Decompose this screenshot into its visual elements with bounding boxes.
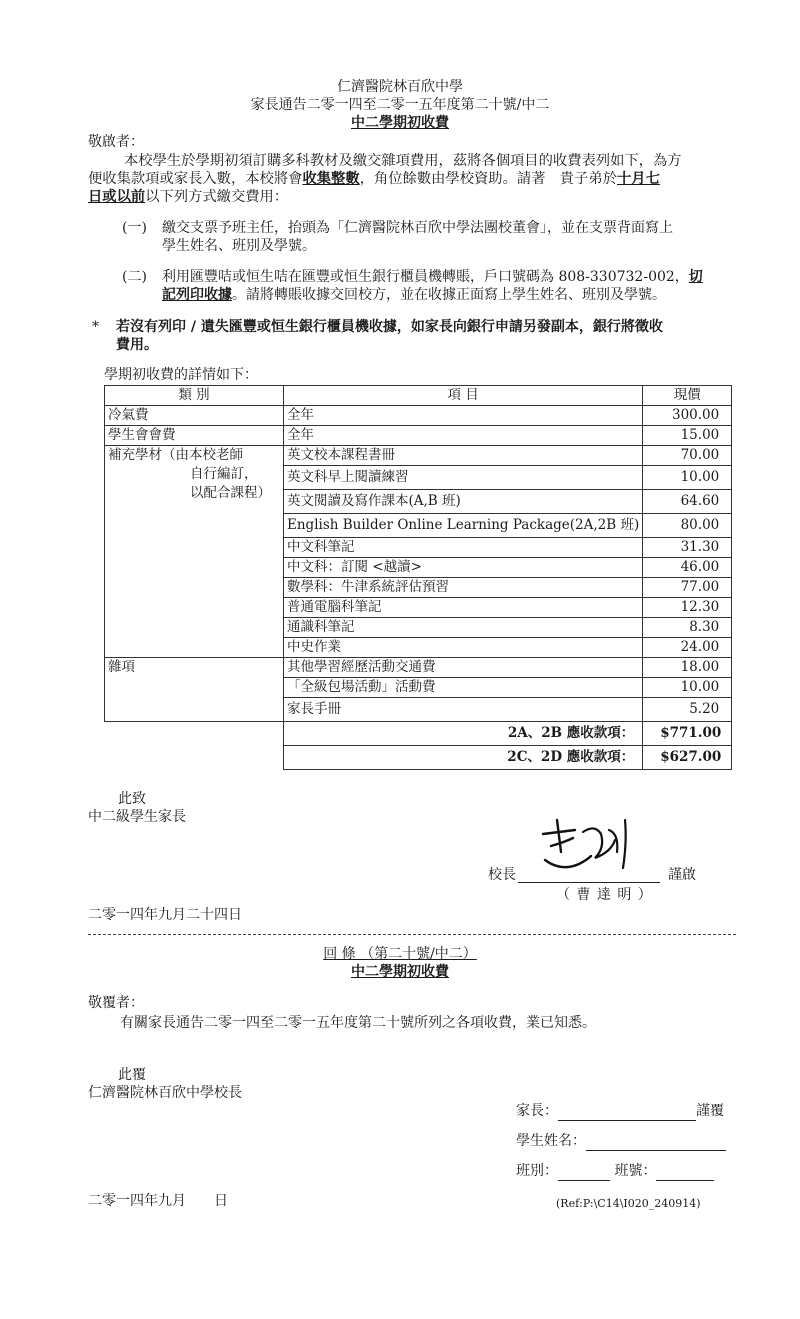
reference-code: (Ref:P:\C14\I020_240914) xyxy=(556,1197,701,1210)
price-cell: 18.00 xyxy=(643,658,732,678)
notice-number: 家長通告二零一四至二零一五年度第二十號/中二 xyxy=(250,97,550,113)
category-supp-line-3: 以配合課程） xyxy=(190,485,271,501)
price-cell: 77.00 xyxy=(643,578,732,598)
class-number-blank[interactable] xyxy=(656,1180,714,1181)
item-cell: 普通電腦科筆記 xyxy=(284,598,643,618)
item-cell: 家長手冊 xyxy=(284,698,643,722)
category-supp-line-2: 自行編訂， xyxy=(190,466,258,482)
intro-line-1: 本校學生於學期初須訂購多科教材及繳交雜項費用，茲將各個項目的收費表列如下，為方 xyxy=(124,153,682,169)
principal-respect: 謹啟 xyxy=(668,867,696,883)
reply-fu: 此覆 xyxy=(118,1067,146,1083)
table-row xyxy=(105,406,732,426)
item-cell: 中文科筆記 xyxy=(284,538,643,558)
category-supp-line-1: 補充學材（由本校老師 xyxy=(108,447,243,463)
category-cell: 冷氣費 xyxy=(105,406,284,426)
intro-line-2: 便收集款項或家長入數，本校將會收集整數，角位餘數由學校資助。請著 貴子弟於十月七 xyxy=(88,171,660,187)
item-cell: 全年 xyxy=(284,406,643,426)
notice-subject: 中二學期初收費 xyxy=(351,115,449,131)
header-category: 類 別 xyxy=(105,386,284,406)
method-2-line-1: 利用匯豐咭或恒生咭在匯豐或恒生銀行櫃員機轉賬，戶口號碼為 808-330732-002，切 xyxy=(162,269,703,285)
total-label: 2C、2D 應收款項： xyxy=(284,746,643,770)
note-line-1: 若沒有列印 / 遺失匯豐或恒生銀行櫃員機收據，如家長向銀行申請另發副本，銀行將徵收 xyxy=(116,319,663,335)
item-cell: 其他學習經歷活動交通費 xyxy=(284,658,643,678)
price-cell: 64.60 xyxy=(643,490,732,514)
student-name-label: 學生姓名： xyxy=(516,1133,586,1149)
price-cell: 15.00 xyxy=(643,426,732,446)
parent-blank[interactable] xyxy=(558,1120,696,1121)
method-1-line-2: 學生姓名、班別及學號。 xyxy=(162,238,316,254)
table-header-row xyxy=(105,386,732,406)
method-2-number: (二) xyxy=(122,269,147,285)
price-cell: 12.30 xyxy=(643,598,732,618)
note-line-2: 費用。 xyxy=(116,337,158,353)
header-item: 項 目 xyxy=(284,386,643,406)
signature-line xyxy=(518,882,660,883)
class-field[interactable] xyxy=(516,1162,714,1181)
parent-signature-field[interactable] xyxy=(516,1102,724,1121)
reply-body: 有關家長通告二零一四至二零一五年度第二十號所列之各項收費，業已知悉。 xyxy=(120,1015,596,1031)
item-cell: 中文科：訂閱 <越讀> xyxy=(284,558,643,578)
table-row xyxy=(105,446,732,466)
item-cell: 數學科：牛津系統評估預習 xyxy=(284,578,643,598)
price-cell: 24.00 xyxy=(643,638,732,658)
price-cell: 300.00 xyxy=(643,406,732,426)
total-label: 2A、2B 應收款項： xyxy=(284,722,643,746)
price-cell: 70.00 xyxy=(643,446,732,466)
total-row xyxy=(105,746,732,770)
price-cell: 31.30 xyxy=(643,538,732,558)
method-1-number: (一) xyxy=(122,220,147,236)
reply-subject: 中二學期初收費 xyxy=(351,964,449,980)
category-cell: 學生會會費 xyxy=(105,426,284,446)
salutation: 敬啟者： xyxy=(88,134,144,150)
item-cell: 全年 xyxy=(284,426,643,446)
total-row xyxy=(105,722,732,746)
parent-respect: 謹覆 xyxy=(696,1103,724,1119)
price-cell: 5.20 xyxy=(643,698,732,722)
table-row xyxy=(105,658,732,678)
price-cell: 10.00 xyxy=(643,678,732,698)
header-price: 現價 xyxy=(643,386,732,406)
item-cell: 中史作業 xyxy=(284,638,643,658)
category-cell: 雜項 xyxy=(105,658,284,722)
category-cell xyxy=(105,446,284,658)
school-name: 仁濟醫院林百欣中學 xyxy=(337,79,463,95)
principal-label: 校長 xyxy=(488,867,516,883)
closing-zhi: 此致 xyxy=(118,791,146,807)
item-cell: 英文科早上閱讀練習 xyxy=(284,466,643,490)
closing-recipient: 中二級學生家長 xyxy=(88,809,186,825)
table-row xyxy=(105,426,732,446)
intro-line-3: 日或以前以下列方式繳交費用： xyxy=(88,189,289,205)
reply-title: 回 條 （第二十號/中二） xyxy=(323,946,477,962)
class-number-label: 班號： xyxy=(614,1163,657,1179)
principal-signature xyxy=(535,812,665,882)
price-cell: 46.00 xyxy=(643,558,732,578)
method-2-line-2: 記列印收據。請將轉賬收據交回校方，並在收據正面寫上學生姓名、班別及學號。 xyxy=(162,287,666,303)
item-cell: English Builder Online Learning Package(2A,2B 班) xyxy=(284,514,643,538)
fee-table xyxy=(104,385,732,770)
note-star: * xyxy=(92,319,99,335)
parent-label: 家長： xyxy=(516,1103,558,1119)
item-cell: 「全級包場活動」活動費 xyxy=(284,678,643,698)
reply-date: 二零一四年九月 日 xyxy=(88,1193,228,1209)
class-blank[interactable] xyxy=(558,1180,610,1181)
reply-recipient: 仁濟醫院林百欣中學校長 xyxy=(88,1085,242,1101)
reply-salutation: 敬覆者： xyxy=(88,995,144,1011)
student-name-field[interactable] xyxy=(516,1132,726,1151)
table-caption: 學期初收費的詳情如下： xyxy=(104,367,258,383)
tear-off-line xyxy=(88,934,736,935)
student-name-blank[interactable] xyxy=(586,1150,726,1151)
item-cell: 英文校本課程書冊 xyxy=(284,446,643,466)
item-cell: 通識科筆記 xyxy=(284,618,643,638)
item-cell: 英文閱讀及寫作課本(A,B 班) xyxy=(284,490,643,514)
price-cell: 10.00 xyxy=(643,466,732,490)
total-value: $771.00 xyxy=(643,722,732,746)
price-cell: 8.30 xyxy=(643,618,732,638)
principal-name: （ 曹 達 明 ） xyxy=(556,887,653,903)
class-label: 班別： xyxy=(516,1163,558,1179)
price-cell: 80.00 xyxy=(643,514,732,538)
method-1-line-1: 繳交支票予班主任，抬頭為「仁濟醫院林百欣中學法團校董會」，並在支票背面寫上 xyxy=(162,220,673,236)
total-value: $627.00 xyxy=(643,746,732,770)
notice-date: 二零一四年九月二十四日 xyxy=(88,907,242,923)
